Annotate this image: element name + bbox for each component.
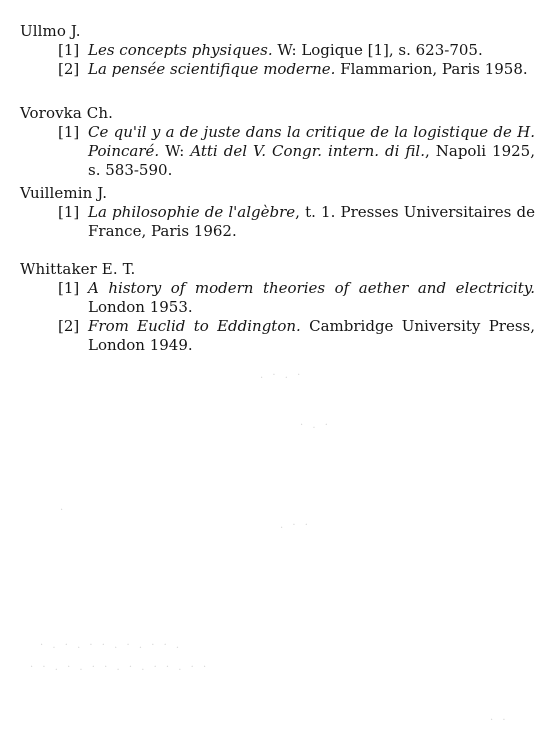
reference-title: From Euclid to Eddington. xyxy=(88,317,301,335)
reference-title: Les concepts physiques. xyxy=(88,41,273,59)
reference-details: , t. 1. Presses Universitaires de France, Paris 1962. xyxy=(88,203,536,240)
reference-title: La pensée scientifique moderne. xyxy=(88,60,336,78)
reference-item xyxy=(20,60,535,79)
show-through-speck: . · · xyxy=(280,520,311,531)
reference-number: [1] xyxy=(58,41,80,59)
show-through-speck: · · xyxy=(490,715,509,726)
reference-item xyxy=(20,279,535,317)
entry-author: Vuillemin J. xyxy=(20,184,108,202)
reference-item xyxy=(20,123,535,180)
reference-details: , Napoli 1925, s. 583-590. xyxy=(88,142,535,179)
reference-title: Ce qu'il y a de juste dans la critique de la logistique de H. Poincaré. xyxy=(88,123,535,160)
reference-item xyxy=(20,203,535,241)
reference-title: A history of modern theories of aether and electricity. xyxy=(88,279,535,297)
reference-details: Flammarion, Paris 1958. xyxy=(335,60,528,78)
entry-author: Vorovka Ch. xyxy=(20,104,113,122)
reference-number: [1] xyxy=(58,123,80,141)
reference-number: [2] xyxy=(58,60,80,78)
bibliography-entry-vuillemin xyxy=(20,184,535,241)
reference-source-title: Atti del V. Congr. intern. di fil. xyxy=(190,142,425,160)
reference-details: W: xyxy=(159,142,191,160)
reference-number: [2] xyxy=(58,317,80,335)
show-through-speck: · . · xyxy=(300,420,331,431)
bibliography-entry-ullmo xyxy=(20,22,535,79)
show-through-speck: · xyxy=(60,505,67,516)
bibliography-entry-vorovka xyxy=(20,104,535,180)
show-through-speck: · · . · . · · . · . · · . · · xyxy=(30,662,210,673)
show-through-speck: . · . · xyxy=(260,370,304,381)
reference-number: [1] xyxy=(58,203,80,221)
entry-author: Whittaker E. T. xyxy=(20,260,136,278)
reference-details: London 1953. xyxy=(88,298,193,316)
reference-item xyxy=(20,317,535,355)
reference-details: Cambridge University Press, London 1949. xyxy=(88,317,535,354)
reference-details: W: Logique [1], s. 623-705. xyxy=(272,41,483,59)
entry-author: Ullmo J. xyxy=(20,22,81,40)
reference-item xyxy=(20,41,535,60)
bibliography-entry-whittaker xyxy=(20,260,535,355)
reference-title: La philosophie de l'algèbre xyxy=(88,203,296,221)
reference-number: [1] xyxy=(58,279,80,297)
show-through-speck: · . · . · · . · . · · . xyxy=(40,640,183,651)
